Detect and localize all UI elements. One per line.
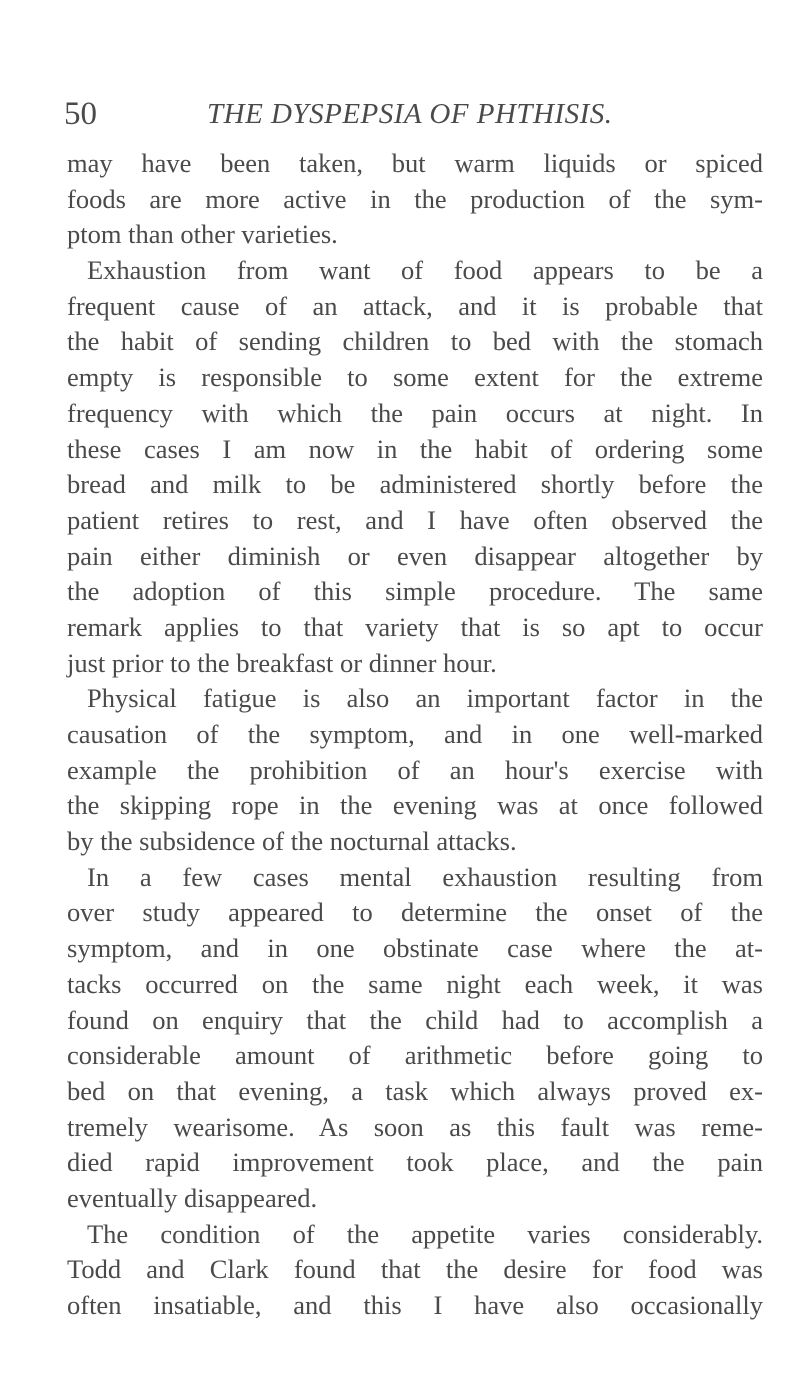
- text-line: by the subsidence of the nocturnal attacks.: [67, 826, 517, 857]
- text-line: frequent cause of an attack, and it is probable that: [67, 290, 763, 321]
- text-line: considerable amount of arithmetic before going to: [67, 1040, 763, 1071]
- text-line: Todd and Clark found that the desire for food was: [67, 1254, 763, 1285]
- text-line: Physical fatigue is also an important factor in the: [87, 683, 763, 714]
- text-line: the adoption of this simple procedure. The same: [67, 576, 763, 607]
- text-line: tacks occurred on the same night each week, it was: [67, 968, 763, 999]
- text-line: bread and milk to be administered shortly before the: [67, 469, 763, 500]
- text-line: the habit of sending children to bed with the stomach: [67, 326, 763, 357]
- text-line: symptom, and in one obstinate case where the at-: [67, 933, 763, 964]
- text-line: the skipping rope in the evening was at once followed: [67, 790, 763, 821]
- text-line: In a few cases mental exhaustion resulting from: [87, 861, 763, 892]
- text-line: causation of the symptom, and in one well-marked: [67, 719, 763, 749]
- body-text: [67, 146, 763, 1324]
- text-line: tremely wearisome. As soon as this fault was reme-: [67, 1111, 763, 1142]
- text-line: frequency with which the pain occurs at night. In: [67, 397, 763, 428]
- text-line: eventually disappeared.: [67, 1182, 318, 1213]
- page-header: [0, 92, 800, 136]
- text-line: died rapid improvement took place, and the pain: [67, 1147, 763, 1178]
- text-line: may have been taken, but warm liquids or spiced: [67, 148, 763, 178]
- text-line: bed on that evening, a task which always proved ex-: [67, 1075, 763, 1106]
- text-line: found on enquiry that the child had to accomplish a: [67, 1004, 763, 1035]
- text-line: patient retires to rest, and I have often observed the: [67, 504, 763, 535]
- text-line: just prior to the breakfast or dinner hour.: [67, 647, 497, 678]
- text-line: empty is responsible to some extent for the extreme: [67, 362, 763, 393]
- text-line: pain either diminish or even disappear altogether by: [67, 540, 763, 571]
- text-line: remark applies to that variety that is so apt to occur: [67, 611, 763, 642]
- text-line: over study appeared to determine the onset of the: [67, 897, 763, 928]
- text-line: ptom than other varieties.: [67, 219, 338, 250]
- text-line: The condition of the appetite varies considerably.: [87, 1218, 763, 1249]
- page-number: 50: [64, 96, 97, 132]
- text-line: often insatiable, and this I have also occasionally: [67, 1290, 763, 1320]
- text-line: example the prohibition of an hour's exercise with: [67, 754, 763, 785]
- running-title: THE DYSPEPSIA OF PHTHISIS.: [207, 98, 613, 130]
- text-line: foods are more active in the production of the sym-: [67, 183, 763, 214]
- text-line: Exhaustion from want of food appears to be a: [87, 255, 763, 286]
- text-line: these cases I am now in the habit of ordering some: [67, 433, 763, 464]
